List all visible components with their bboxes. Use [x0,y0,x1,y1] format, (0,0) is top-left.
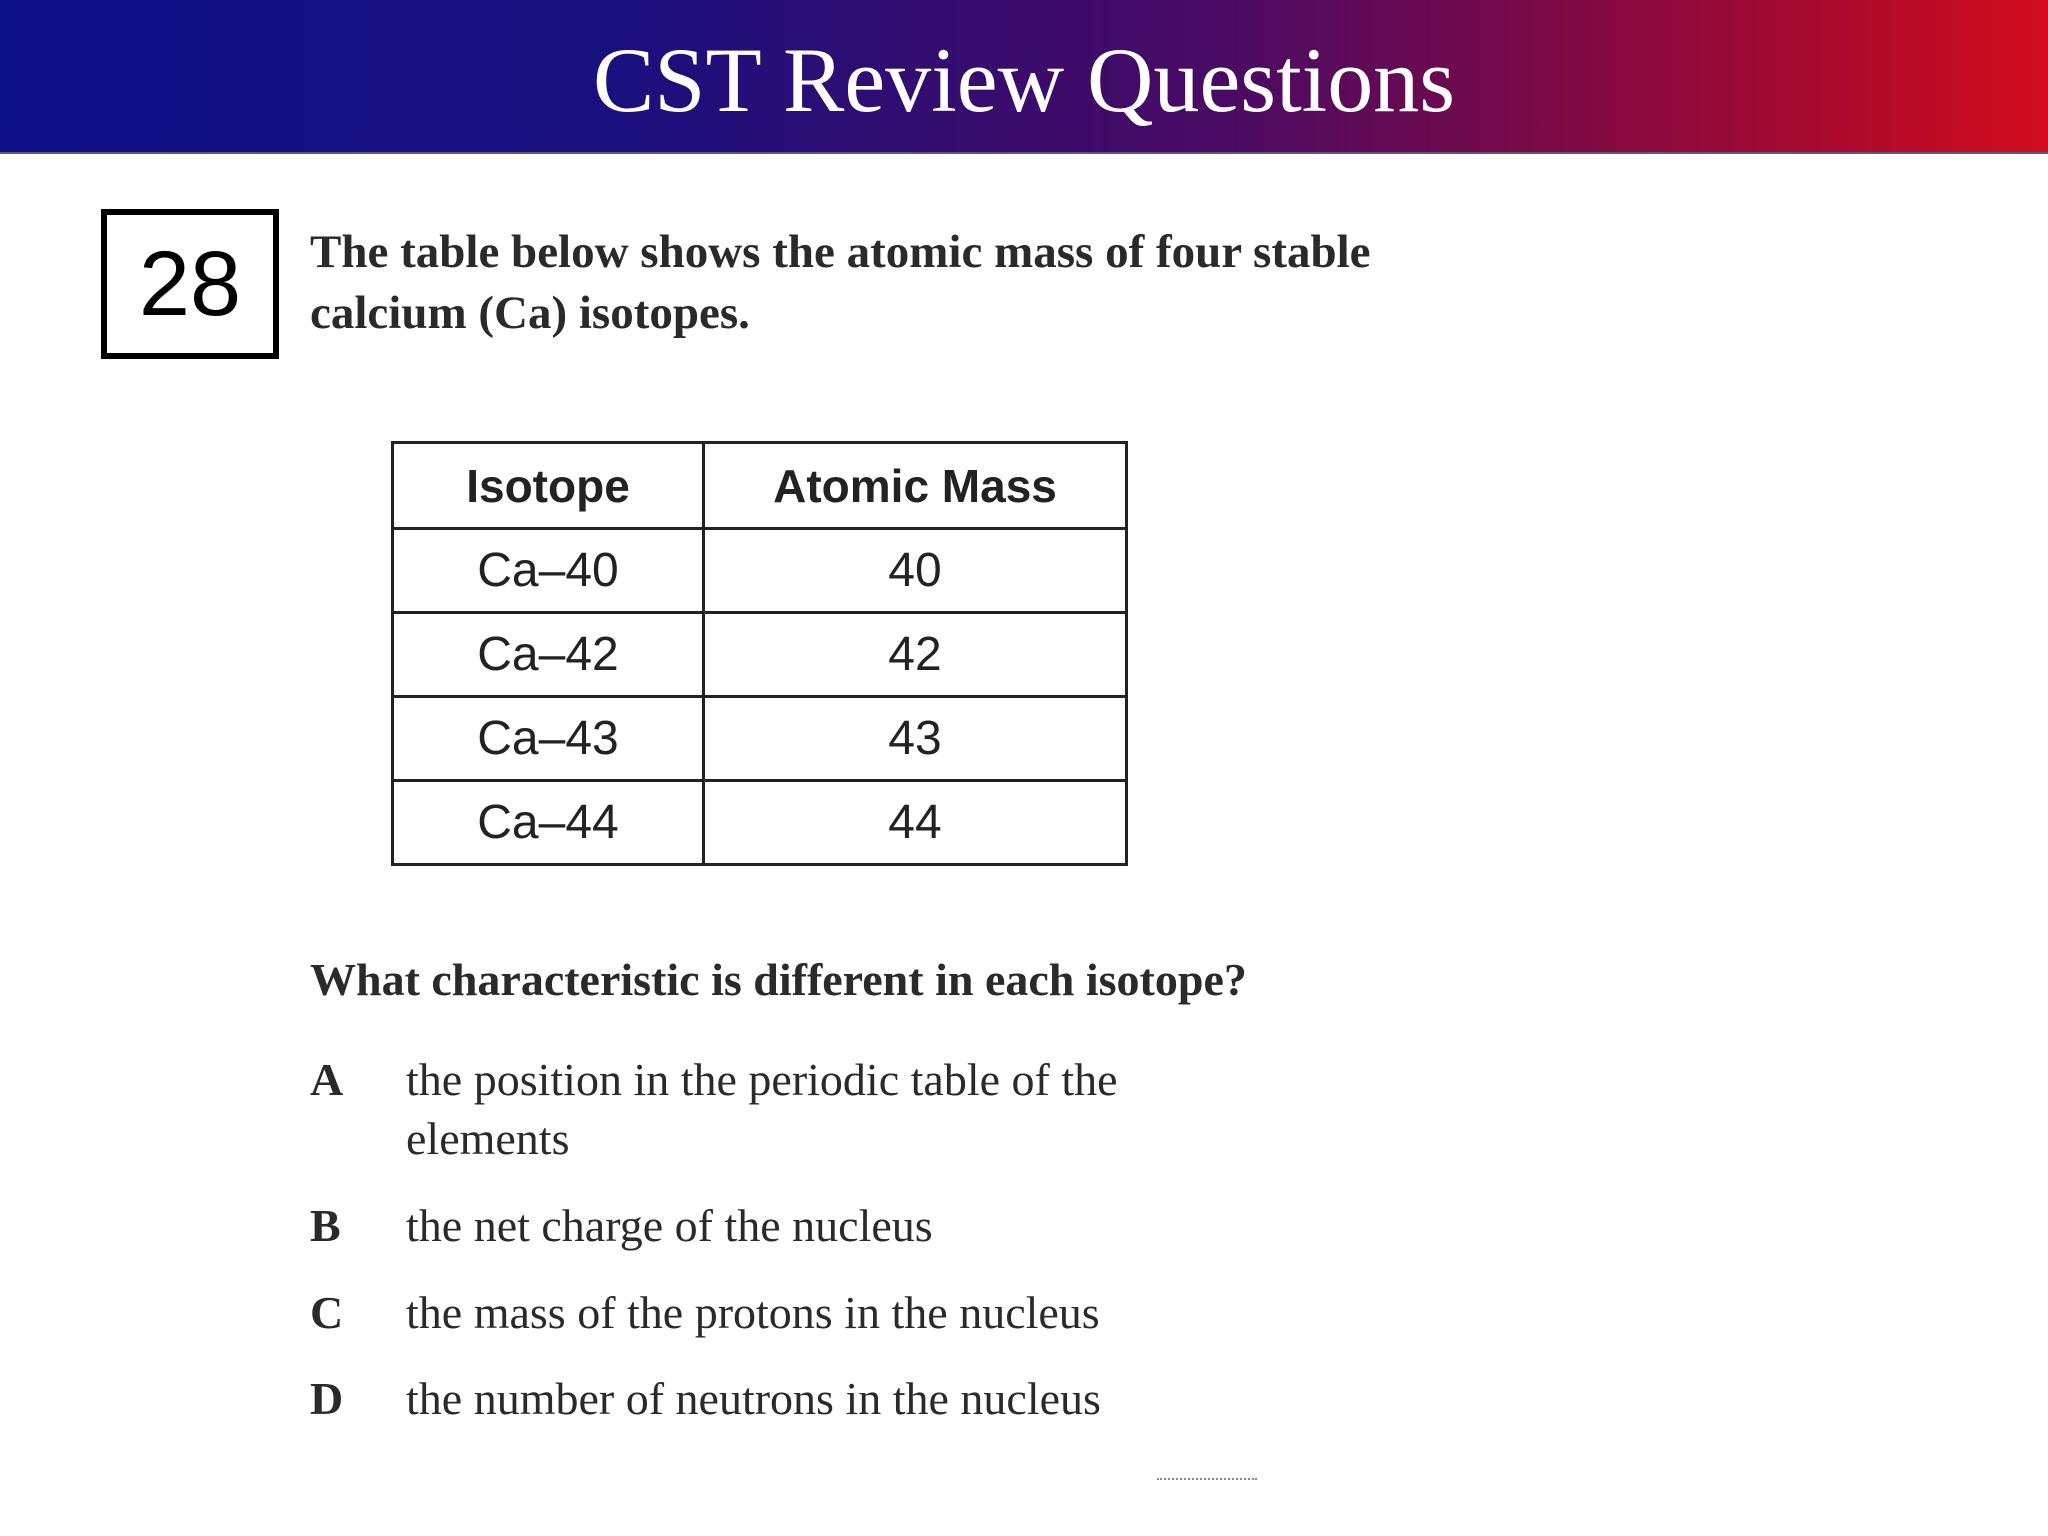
table-row [393,529,1127,613]
table-cell-isotope: Ca–42 [393,613,704,697]
choice-text: the number of neutrons in the nucleus [406,1373,1101,1424]
choice-letter: A [310,1054,344,1105]
table-row [393,613,1127,697]
isotope-table [391,441,1128,866]
table-header-atomic-mass: Atomic Mass [704,443,1127,529]
choice-letter: D [310,1373,344,1424]
choice-text: the net charge of the nucleus [406,1200,933,1251]
table-header-isotope: Isotope [393,443,704,529]
slide-title: CST Review Questions [592,29,1456,131]
choice-letter: C [310,1287,344,1338]
table-cell-mass: 42 [704,613,1127,697]
table-cell-isotope: Ca–44 [393,781,704,865]
table-cell-isotope: Ca–40 [393,529,704,613]
question-intro: The table below shows the atomic mass of four stable calcium (Ca) isotopes. [310,226,1371,339]
table-cell-mass: 44 [704,781,1127,865]
question-number-box: 28 [101,209,279,359]
table-header-row [393,443,1127,529]
choice-text: the mass of the protons in the nucleus [406,1287,1100,1338]
choice-letter: B [310,1200,341,1251]
slide-header [0,0,2048,154]
choice-text: the position in the periodic table of the elements [406,1054,1118,1164]
table-row [393,697,1127,781]
table-row [393,781,1127,865]
table-cell-isotope: Ca–43 [393,697,704,781]
table-cell-mass: 40 [704,529,1127,613]
question-text: What characteristic is different in each isotope? [310,954,1247,1005]
table-cell-mass: 43 [704,697,1127,781]
decorative-mark [1157,1478,1257,1488]
